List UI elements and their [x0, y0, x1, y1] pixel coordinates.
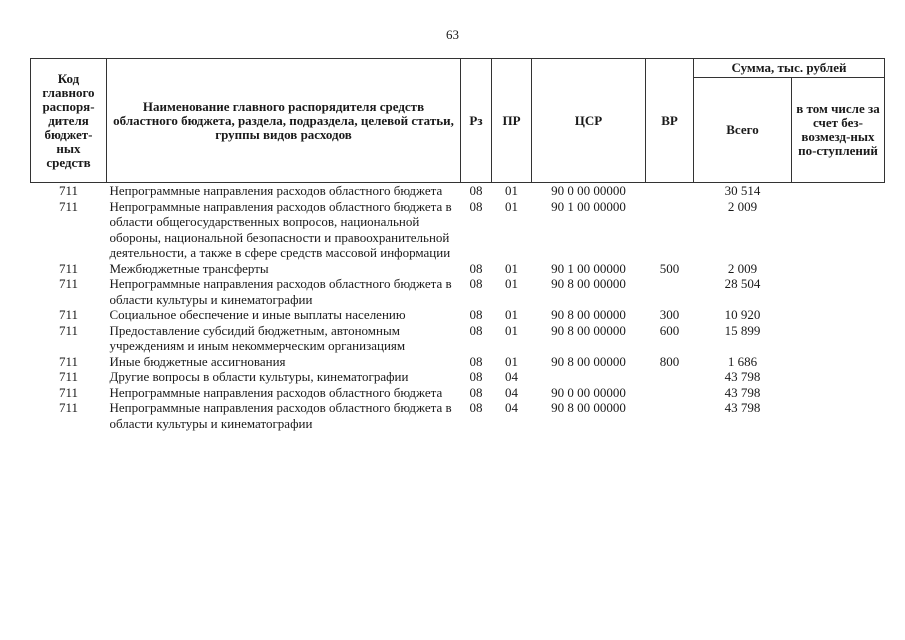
cell-rz: 08 [469, 276, 483, 291]
cell-free [792, 354, 885, 370]
cell-pr: 01 [505, 276, 518, 291]
cell-name: Иные бюджетные ассигнования [109, 353, 286, 369]
cell-total: 28 504 [724, 276, 761, 291]
cell-pr: 01 [505, 322, 518, 338]
cell-vr [646, 276, 694, 307]
cell-vr: 600 [659, 322, 680, 338]
header-csr: ЦСР [532, 59, 646, 183]
cell-name: Непрограммные направления расходов областного бюджета в области культуры и кинематографии [109, 400, 452, 431]
page-number: 63 [446, 27, 459, 42]
cell-pr: 01 [505, 260, 518, 276]
cell-csr: 90 8 00 00000 [551, 400, 626, 415]
cell-free [792, 261, 885, 277]
budget-table [30, 58, 885, 431]
cell-free [792, 369, 885, 385]
cell-total: 43 798 [724, 400, 761, 415]
cell-csr: 90 0 00 00000 [551, 183, 626, 198]
cell-name: Социальное обеспечение и иные выплаты населению [109, 307, 406, 322]
cell-rz: 08 [469, 369, 483, 384]
cell-total: 1 686 [727, 353, 758, 369]
cell-code: 711 [58, 353, 79, 369]
cell-vr [646, 369, 694, 385]
cell-pr: 04 [505, 384, 518, 400]
cell-free [792, 183, 885, 199]
cell-name: Непрограммные направления расходов областного бюджета [109, 384, 443, 400]
header-rz: Рз [461, 59, 492, 183]
cell-code: 711 [58, 322, 79, 338]
cell-rz: 08 [469, 307, 483, 322]
cell-vr [646, 400, 694, 431]
cell-rz: 08 [469, 260, 483, 276]
cell-csr [532, 369, 646, 385]
cell-name: Непрограммные направления расходов областного бюджета в области общегосударственных вопросов, национальной обороны, национальной безопасности и правоохранительной деятельности, а также в сфере средств массовой информации [109, 198, 452, 260]
header-vr: ВР [646, 59, 694, 183]
table-body [31, 183, 885, 432]
cell-pr: 01 [505, 198, 518, 214]
cell-csr: 90 1 00 00000 [551, 260, 626, 276]
cell-csr: 90 1 00 00000 [551, 198, 626, 214]
header-row-1 [31, 59, 885, 78]
table-row [31, 261, 885, 277]
cell-total: 2 009 [727, 198, 758, 214]
cell-name: Межбюджетные трансферты [109, 260, 269, 276]
cell-free [792, 199, 885, 261]
cell-total: 2 009 [727, 260, 758, 276]
cell-free [792, 276, 885, 307]
table-row [31, 323, 885, 354]
cell-csr: 90 8 00 00000 [551, 353, 626, 369]
cell-code: 711 [58, 183, 79, 198]
cell-csr: 90 8 00 00000 [551, 322, 626, 338]
cell-total: 43 798 [724, 369, 761, 384]
header-free: в том числе за счет без-возмезд-ных по-ступлений [792, 78, 885, 183]
table-row [31, 183, 885, 199]
cell-total: 30 514 [724, 183, 761, 198]
header-sum: Сумма, тыс. рублей [694, 59, 885, 78]
table-row [31, 354, 885, 370]
cell-pr: 04 [505, 369, 518, 384]
cell-code: 711 [58, 198, 79, 214]
cell-csr: 90 8 00 00000 [551, 276, 626, 291]
cell-code: 711 [58, 369, 79, 384]
cell-pr: 01 [505, 183, 518, 198]
cell-rz: 08 [469, 353, 483, 369]
cell-name: Предоставление субсидий бюджетным, автономным учреждениям и иным некоммерческим организациям [109, 322, 406, 353]
cell-name: Непрограммные направления расходов областного бюджета в области культуры и кинематографии [109, 276, 452, 307]
cell-vr: 500 [659, 260, 680, 276]
cell-csr: 90 0 00 00000 [551, 384, 626, 400]
header-total: Всего [694, 78, 792, 183]
cell-pr: 04 [505, 400, 518, 415]
cell-total: 43 798 [724, 384, 761, 400]
table-row [31, 369, 885, 385]
cell-name: Непрограммные направления расходов областного бюджета [109, 183, 443, 198]
cell-rz: 08 [469, 198, 483, 214]
cell-pr: 01 [505, 353, 518, 369]
cell-code: 711 [58, 260, 79, 276]
cell-free [792, 385, 885, 401]
cell-rz: 08 [469, 183, 483, 198]
table-row [31, 199, 885, 261]
cell-rz: 08 [469, 400, 483, 415]
cell-code: 711 [58, 307, 79, 322]
cell-rz: 08 [469, 322, 483, 338]
cell-code: 711 [58, 400, 79, 415]
cell-vr [646, 183, 694, 199]
cell-rz: 08 [469, 384, 483, 400]
cell-code: 711 [58, 276, 79, 291]
cell-vr [646, 199, 694, 261]
table-row [31, 307, 885, 323]
cell-total: 10 920 [724, 307, 761, 322]
table-row [31, 385, 885, 401]
cell-free [792, 323, 885, 354]
table-row [31, 400, 885, 431]
cell-vr: 800 [659, 353, 680, 369]
cell-vr: 300 [659, 307, 680, 322]
cell-free [792, 307, 885, 323]
cell-total: 15 899 [724, 322, 761, 338]
cell-code: 711 [58, 384, 79, 400]
cell-name: Другие вопросы в области культуры, кинематографии [109, 369, 409, 384]
header-code: Код главного распоря-дителя бюджет-ных средств [31, 59, 107, 183]
header-name: Наименование главного распорядителя средств областного бюджета, раздела, подраздела, целевой статьи, группы видов расходов [107, 59, 461, 183]
cell-free [792, 400, 885, 431]
table-row [31, 276, 885, 307]
cell-pr: 01 [505, 307, 518, 322]
cell-csr: 90 8 00 00000 [551, 307, 626, 322]
cell-vr [646, 385, 694, 401]
header-pr: ПР [492, 59, 532, 183]
